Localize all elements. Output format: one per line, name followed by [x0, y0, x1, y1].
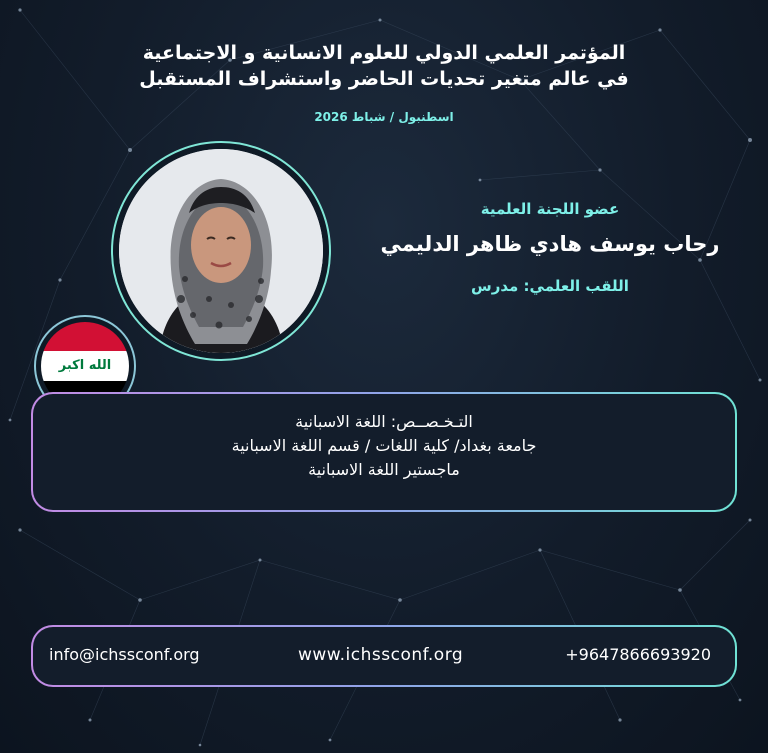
contact-phone[interactable]: +9647866693920 [565, 645, 711, 664]
specialization: التـخـصــص: اللغة الاسبانية [295, 412, 473, 431]
degree: ماجستير اللغة الاسبانية [308, 460, 460, 479]
member-name: رحاب يوسف هادي ظاهر الدليمي [380, 232, 720, 256]
member-photo [119, 149, 323, 353]
portrait-illustration [119, 149, 323, 353]
conference-title-line1: المؤتمر العلمي الدولي للعلوم الانسانية و الاجتماعية [142, 42, 626, 64]
member-photo-frame [111, 141, 331, 361]
flag-takbir: الله اكبر [58, 358, 112, 374]
member-rank: اللقب العلمي: مدرس [471, 277, 629, 295]
contact-website[interactable]: www.ichssconf.org [298, 645, 464, 665]
member-info-box [31, 392, 737, 512]
conference-title-line2: في عالم متغير تحديات الحاضر واستشراف المستقبل [139, 68, 629, 90]
member-role: عضو اللجنة العلمية [480, 200, 620, 218]
affiliation: جامعة بغداد/ كلية اللغات / قسم اللغة الاسبانية [231, 436, 537, 455]
contact-bar [31, 625, 737, 687]
location-date: اسطنبول / شباط 2026 [314, 110, 454, 124]
contact-email[interactable]: info@ichssconf.org [49, 645, 200, 664]
